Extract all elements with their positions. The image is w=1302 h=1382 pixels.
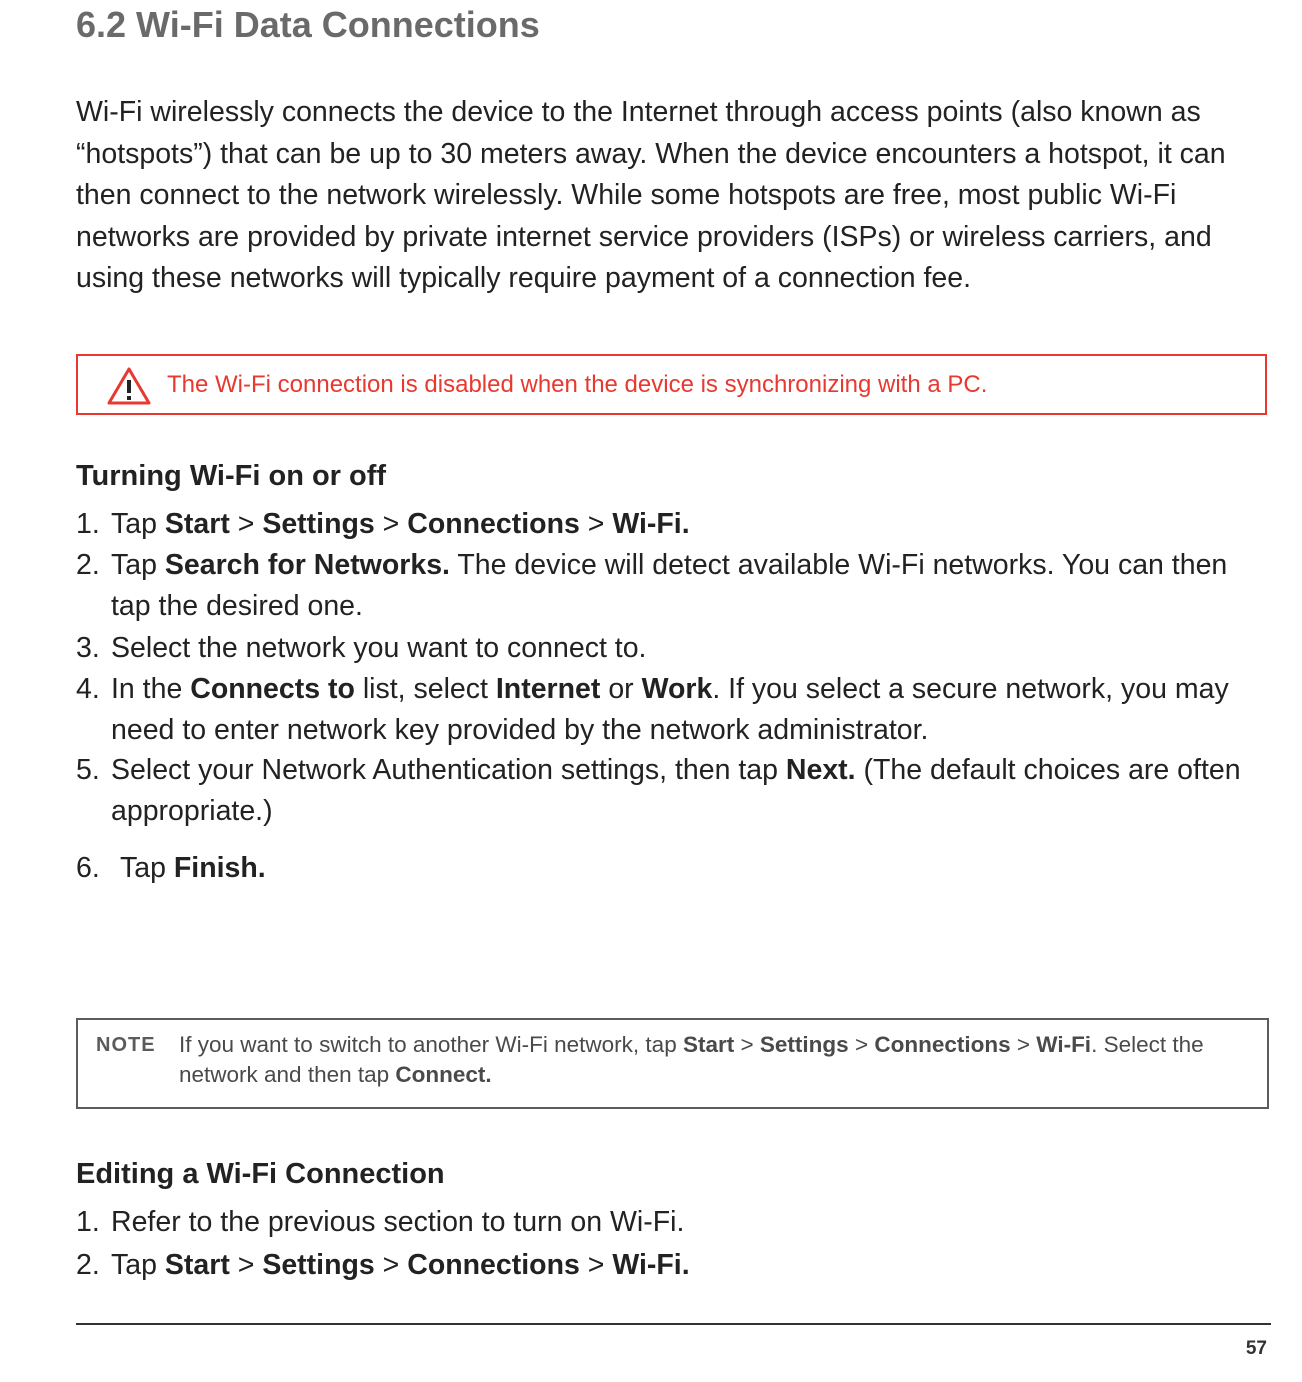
list-item: [76, 750, 1271, 832]
list-item: [76, 669, 1271, 751]
list-item: [76, 545, 1271, 627]
step-text: Select your Network Authentication settings, then tap Next. (The default choices are often appropriate.): [111, 754, 1241, 827]
warning-callout: [76, 354, 1267, 415]
step-text: Tap Finish.: [120, 852, 266, 884]
step-number: 2.: [76, 549, 100, 581]
note-callout: [76, 1018, 1269, 1109]
list-item: [76, 628, 1271, 669]
step-number: 3.: [76, 632, 100, 664]
step-number: 1.: [76, 1206, 100, 1238]
step-text: Select the network you want to connect to.: [111, 632, 647, 664]
step-number: 1.: [76, 508, 100, 540]
intro-paragraph: Wi-Fi wirelessly connects the device to the Internet through access points (also known as “hotspots”) that can be up to 30 meters away. When the device encounters a hotspot, it can then connect to the network wirelessly. While some hotspots are free, most public Wi-Fi networks are provided by private internet service providers (ISPs) or wireless carriers, and using these networks will typically require payment of a connection fee.: [76, 96, 1226, 294]
step-text: Refer to the previous section to turn on Wi-Fi.: [111, 1206, 685, 1238]
step-number: 2.: [76, 1249, 100, 1281]
warning-triangle-icon: [106, 366, 152, 406]
heading-editing-wifi: Editing a Wi-Fi Connection: [76, 1158, 445, 1190]
page-number: 57: [1245, 1338, 1267, 1359]
note-label: NOTE: [96, 1034, 156, 1056]
step-text: Tap Start > Settings > Connections > Wi-Fi.: [111, 1249, 690, 1281]
step-number: 4.: [76, 673, 100, 705]
list-item: [76, 1245, 1271, 1286]
step-text: In the Connects to list, select Internet or Work. If you select a secure network, you may need to enter network key provided by the network administrator.: [111, 673, 1229, 746]
step-text: Tap Search for Networks. The device will detect available Wi-Fi networks. You can then tap the desired one.: [111, 549, 1228, 622]
list-item: [76, 504, 1271, 545]
step-text: Tap Start > Settings > Connections > Wi-Fi.: [111, 508, 690, 540]
section-title: 6.2 Wi-Fi Data Connections: [76, 4, 540, 45]
step-number: 5.: [76, 754, 100, 786]
step-number: 6.: [76, 852, 100, 884]
note-text: If you want to switch to another Wi-Fi network, tap Start > Settings > Connections > Wi-Fi. Select the network and then tap Connect.: [179, 1032, 1204, 1087]
list-item: [76, 1202, 1271, 1243]
heading-turning-wifi: Turning Wi-Fi on or off: [76, 460, 387, 492]
footer-divider: [76, 1323, 1271, 1325]
list-item: [76, 848, 1271, 889]
warning-text: The Wi-Fi connection is disabled when the device is synchronizing with a PC.: [167, 371, 988, 398]
manual-page: [76, 0, 1271, 1382]
